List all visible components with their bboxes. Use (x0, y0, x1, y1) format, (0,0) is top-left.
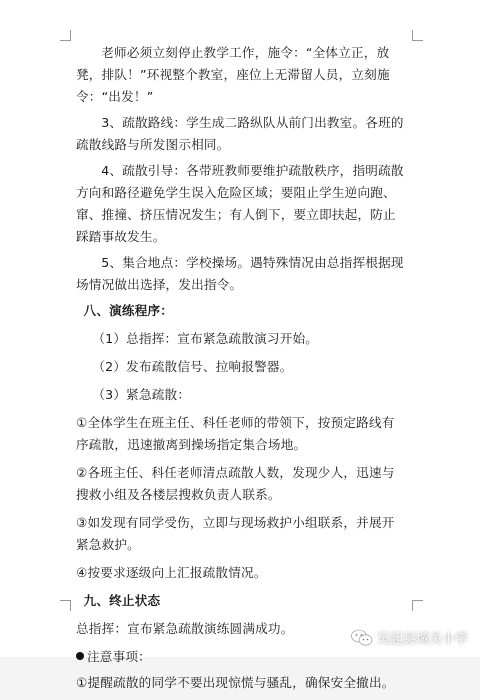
section-heading (76, 300, 406, 322)
paragraph-text: （3）紧急疏散： (92, 387, 191, 402)
paragraph-text: 5、集合地点：学校操场。遇特殊情况由总指挥根据现场情况做出选择，发出指令。 (76, 255, 404, 292)
bullet-icon (76, 652, 84, 660)
paragraph-text: ①提醒疏散的同学不要出现惊慌与骚乱，确保安全撤出。 (76, 675, 395, 690)
paragraph (76, 160, 406, 248)
paragraph (76, 356, 406, 378)
paragraph-text: ③如发现有同学受伤，立即与现场救护小组联系，并展开紧急救护。 (76, 515, 395, 552)
watermark-text: 吴起县城关小学 (376, 632, 468, 647)
paragraph-text: （2）发布疏散信号、拉响报警器。 (92, 359, 293, 374)
margin-mark-top-left (60, 30, 71, 41)
paragraph (76, 384, 406, 406)
paragraph (76, 512, 406, 556)
paragraph-text: 4、疏散引导：各带班教师要维护疏散秩序，指明疏散方向和路径避免学生误入危险区域；要阻止学生逆向跑、窜、推撞、挤压情况发生；有人倒下，要立即扶起，防止踩踏事故发生。 (76, 163, 404, 244)
section-heading (76, 590, 406, 612)
paragraph (76, 646, 406, 668)
margin-mark-bottom-right (412, 600, 423, 611)
margin-mark-top-right (412, 30, 423, 41)
wechat-icon (351, 629, 373, 647)
paragraph (76, 412, 406, 456)
paragraph (76, 328, 406, 350)
paragraph-text: 总指挥：宣布紧急疏散演练圆满成功。 (76, 621, 294, 636)
paragraph-text: 八、演练程序： (83, 303, 174, 318)
paragraph-text: 3、疏散路线：学生成二路纵队从前门出教室。各班的疏散线路与所发图示相同。 (76, 115, 404, 152)
account-watermark (351, 628, 468, 647)
paragraph-text: 老师必须立刻停止教学工作，施令：“全体立正，放凳，排队！”环视整个教室，座位上无滞留人员，立刻施令：“出发！” (76, 45, 390, 104)
paragraph (76, 672, 406, 694)
paragraph (76, 562, 406, 584)
paragraph-text: 九、终止状态 (83, 593, 161, 608)
paragraph-text: 注意事项： (87, 649, 151, 664)
document-body (76, 42, 406, 700)
paragraph-text: ④按要求逐级向上汇报疏散情况。 (76, 565, 267, 580)
paragraph-text: ①全体学生在班主任、科任老师的带领下，按预定路线有序疏散，迅速撤离到操场指定集合场地。 (76, 415, 395, 452)
paragraph (76, 252, 406, 296)
paragraph (76, 112, 406, 156)
paragraph (76, 462, 406, 506)
paragraph-text: （1）总指挥：宣布紧急疏散演习开始。 (92, 331, 319, 346)
paragraph-text: ②各班主任、科任老师清点疏散人数，发现少人，迅速与搜救小组及各楼层搜救负责人联系。 (76, 465, 395, 502)
margin-mark-bottom-left (60, 600, 71, 611)
paragraph (76, 42, 406, 108)
